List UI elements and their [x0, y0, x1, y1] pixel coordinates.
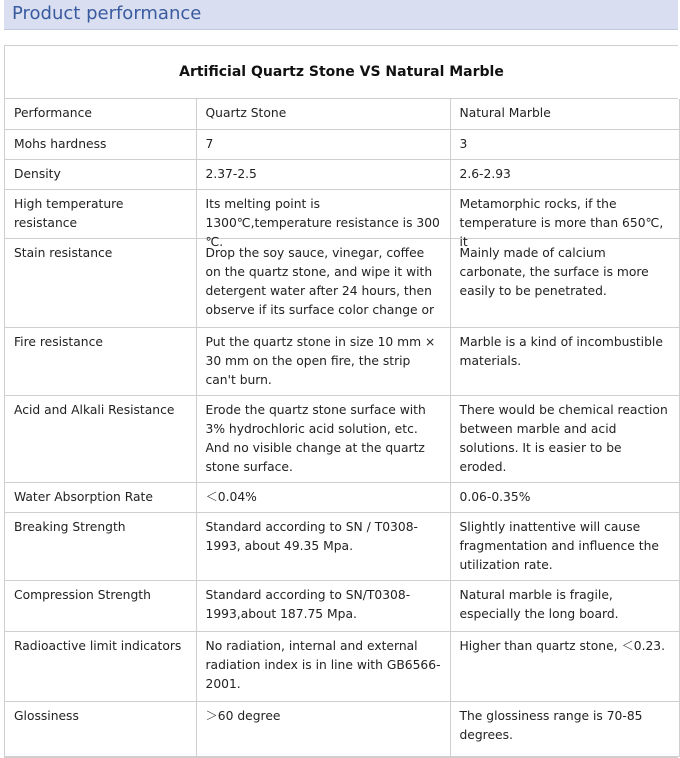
row-label: Breaking Strength	[5, 512, 196, 580]
quartz-cell: Put the quartz stone in size 10 mm × 30 mm on the open fire, the strip can't burn.	[196, 327, 450, 395]
marble-cell: 0.06-0.35%	[450, 482, 679, 512]
marble-cell: The glossiness range is 70-85 degrees.	[450, 701, 679, 756]
marble-cell	[450, 189, 679, 249]
section-header	[4, 0, 678, 30]
quartz-cell: Standard according to SN/T0308-1993,about 187.75 Mpa.	[196, 580, 450, 631]
marble-cell: Mainly made of calcium carbonate, the surface is more easily to be penetrated.	[450, 238, 679, 327]
quartz-cell	[196, 189, 450, 249]
marble-cell: Marble is a kind of incombustible materials.	[450, 327, 679, 395]
row-label: Glossiness	[5, 701, 196, 756]
marble-cell: Natural marble is fragile, especially the long board.	[450, 580, 679, 631]
row-label: Performance	[5, 99, 196, 129]
row-label: Stain resistance	[5, 238, 196, 327]
marble-cell: 3	[450, 129, 679, 159]
quartz-cell: Standard according to SN / T0308-1993, about 49.35 Mpa.	[196, 512, 450, 580]
table-row	[5, 129, 679, 159]
table-row	[5, 99, 679, 129]
row-label: Fire resistance	[5, 327, 196, 395]
row-label: Mohs hardness	[5, 129, 196, 159]
row-label: Compression Strength	[5, 580, 196, 631]
marble-cell: There would be chemical reaction between marble and acid solutions. It is easier to be eroded.	[450, 395, 679, 482]
table-row	[5, 701, 679, 756]
quartz-cell-text: Its melting point is 1300℃,temperature resistance is 300 ℃.	[205, 196, 440, 249]
row-label: Water Absorption Rate	[5, 482, 196, 512]
table-row	[5, 395, 679, 482]
table-row	[5, 482, 679, 512]
table-row	[5, 189, 679, 238]
marble-cell: 2.6-2.93	[450, 159, 679, 189]
row-label: Radioactive limit indicators	[5, 631, 196, 701]
quartz-cell: No radiation, internal and external radiation index is in line with GB6566-2001.	[196, 631, 450, 701]
quartz-cell: 2.37-2.5	[196, 159, 450, 189]
marble-cell: Higher than quartz stone, ＜0.23.	[450, 631, 679, 701]
quartz-cell: Quartz Stone	[196, 99, 450, 129]
table-title: Artificial Quartz Stone VS Natural Marble	[5, 46, 678, 99]
comparison-grid	[5, 99, 680, 757]
table-row	[5, 631, 679, 701]
comparison-table	[4, 45, 678, 758]
section-title: Product performance	[12, 3, 202, 24]
table-row	[5, 159, 679, 189]
table-row	[5, 238, 679, 327]
quartz-cell-text: Drop the soy sauce, vinegar, coffee on the quartz stone, and wipe it with detergent water after 24 hours, then observe if its surface color change or	[205, 245, 435, 317]
marble-cell: Slightly inattentive will cause fragmentation and influence the utilization rate.	[450, 512, 679, 580]
table-row	[5, 580, 679, 631]
marble-cell: Natural Marble	[450, 99, 679, 129]
quartz-cell: ＞60 degree	[196, 701, 450, 756]
table-row	[5, 327, 679, 395]
quartz-cell	[196, 238, 450, 327]
row-label: High temperature resistance	[5, 189, 196, 238]
table-row	[5, 512, 679, 580]
row-label: Density	[5, 159, 196, 189]
quartz-cell: 7	[196, 129, 450, 159]
marble-cell-text: Metamorphic rocks, if the temperature is more than 650℃, it	[459, 196, 664, 249]
quartz-cell: ＜0.04%	[196, 482, 450, 512]
row-label: Acid and Alkali Resistance	[5, 395, 196, 482]
quartz-cell: Erode the quartz stone surface with 3% hydrochloric acid solution, etc. And no visible change at the quartz stone surface.	[196, 395, 450, 482]
